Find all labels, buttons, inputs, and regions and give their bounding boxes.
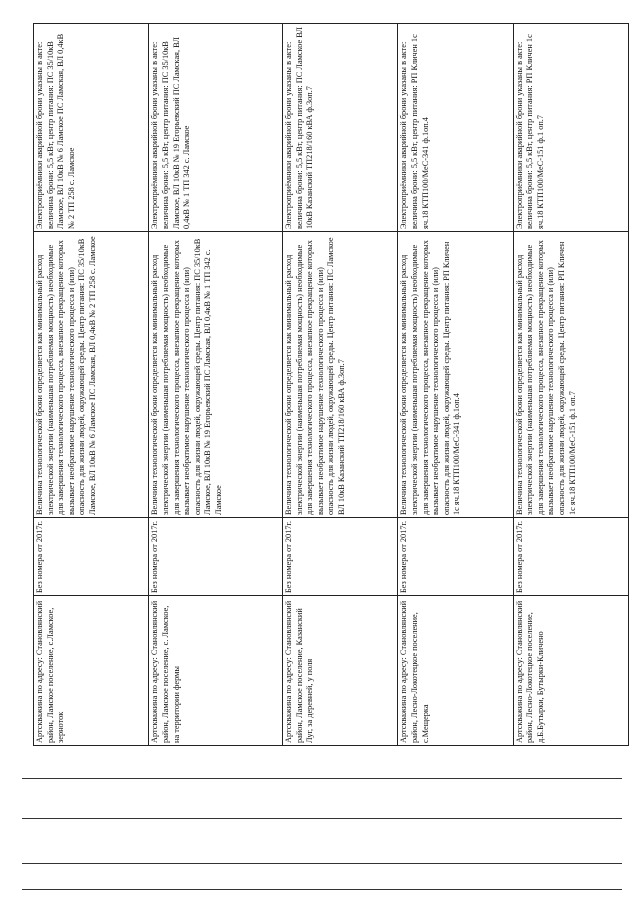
address-cell: Артскважина по адресу: Становлянский район, Лесно-Локотецкое поселение, д.Б.Бутырки, Бутырки-Кличено bbox=[513, 596, 628, 746]
description-cell: Величина технологической брони определяется как минимальный расход электрической энергии (наименьшая потребляемая мощность) необходимые для завершения технологического процесса, внезапное прекращение которых вызывает необратимое нарушение технологического процесса и (или) опасность для жизни людей, окружающей среды. Центр питания: РП Кличен 1с яч.18 КТП100/МеС-151 ф.1 оп.7 bbox=[513, 232, 628, 518]
rotated-table-container bbox=[33, 24, 629, 746]
table-row bbox=[283, 24, 398, 746]
address-cell: Артскважина по адресу: Становлянский район, Ламское поселение, с.Ламское, зерноток bbox=[34, 596, 149, 746]
address-cell: Артскважина по адресу: Становлянский район, Ламское поселение, Казанский Луг, за деревней, у поля bbox=[283, 596, 398, 746]
address-cell: Артскважина по адресу: Становлянский район, Ламское поселение, с. Ламское, на территории фермы bbox=[149, 596, 283, 746]
divider-line bbox=[22, 863, 622, 864]
description-cell: Величина технологической брони определяется как минимальный расход электрической энергии (наименьшая потребляемая мощность) необходимые для завершения технологического процесса, внезапное прекращение которых вызывает необратимое нарушение технологического процесса и (или) опасность для жизни людей, окружающей среды. Центр питания: ПС 35/10кВ Ламское, ВЛ 10кВ № 19 Егорьевский ПС Ламская, ВЛ 0,4кВ № 1 ТП 342 с. Ламское bbox=[149, 232, 283, 518]
emergency-cell: Электроприёмники аварийной брони указаны в акте: величина брони: 5,5 кВт, центр питания: РП Кличен 1с яч.18 КТП100/МеС-341 ф.1оп.4 bbox=[398, 24, 513, 232]
table-row bbox=[34, 24, 149, 746]
table-row bbox=[398, 24, 513, 746]
divider-line bbox=[22, 889, 622, 890]
act-cell: Без номера от 2017г. bbox=[283, 518, 398, 596]
address-cell: Артскважина по адресу: Становлянский район, Лесно-Локотецкое поселение, с.Мещерка bbox=[398, 596, 513, 746]
emergency-cell: Электроприёмники аварийной брони указаны в акте: величина брони: 5,5 кВт, центр питания: ПС 35/10кВ Ламское, ВЛ 10кВ № 19 Егорьевский ПС Ламская, ВЛ 0,4кВ № 1 ТП 342 с. Ламское bbox=[149, 24, 283, 232]
emergency-cell: Электроприёмники аварийной брони указаны в акте: величина брони: 5,5 кВт, центр питания: ПС 35/10кВ Ламское, ВЛ 10кВ № 6 Ламское ПС Ламская, ВЛ 0,4кВ № 2 ТП 258 с. Ламское bbox=[34, 24, 149, 232]
divider-line bbox=[22, 818, 622, 819]
emergency-cell: Электроприёмники аварийной брони указаны в акте: величина брони: 5,5 кВт, центр питания: РП Кличен 1с яч.18 КТП100/МеС-151 ф.1 оп.7 bbox=[513, 24, 628, 232]
table-row bbox=[149, 24, 283, 746]
act-cell: Без номера от 2017г. bbox=[149, 518, 283, 596]
description-cell: Величина технологической брони определяется как минимальный расход электрической энергии (наименьшая потребляемая мощность) необходимые для завершения технологического процесса, внезапное прекращение которых вызывает необратимое нарушение технологического процесса и (или) опасность для жизни людей, окружающей среды. Центр питания: ПС Ламское ВЛ 10кВ Казанский ТП218/160 кВА ф.3оп.7 bbox=[283, 232, 398, 518]
emergency-cell: Электроприёмники аварийной брони указаны в акте: величина брони: 5,5 кВт, центр питания: ПС Ламское ВЛ 10кВ Казанский ТП218/160 кВА ф.3оп.7 bbox=[283, 24, 398, 232]
act-cell: Без номера от 2017г. bbox=[34, 518, 149, 596]
act-cell: Без номера от 2017г. bbox=[398, 518, 513, 596]
description-cell: Величина технологической брони определяется как минимальный расход электрической энергии (наименьшая потребляемая мощность) необходимые для завершения технологического процесса, внезапное прекращение которых вызывает необратимое нарушение технологического процесса и (или) опасность для жизни людей, окружающей среды. Центр питания: ПС 35/10кВ Ламское, ВЛ 10кВ № 6 Ламское ПС Ламская, ВЛ 0,4кВ № 2 ТП 258 с. Ламское bbox=[34, 232, 149, 518]
act-cell: Без номера от 2017г. bbox=[513, 518, 628, 596]
description-cell: Величина технологической брони определяется как минимальный расход электрической энергии (наименьшая потребляемая мощность) необходимые для завершения технологического процесса, внезапное прекращение которых вызывает необратимое нарушение технологического процесса и (или) опасность для жизни людей, окружающей среды. Центр питания: РП Кличен 1с яч.18 КТП100/МеС-341 ф.1оп.4 bbox=[398, 232, 513, 518]
divider-line bbox=[22, 778, 622, 779]
table-row bbox=[513, 24, 628, 746]
reserve-table bbox=[33, 23, 629, 746]
